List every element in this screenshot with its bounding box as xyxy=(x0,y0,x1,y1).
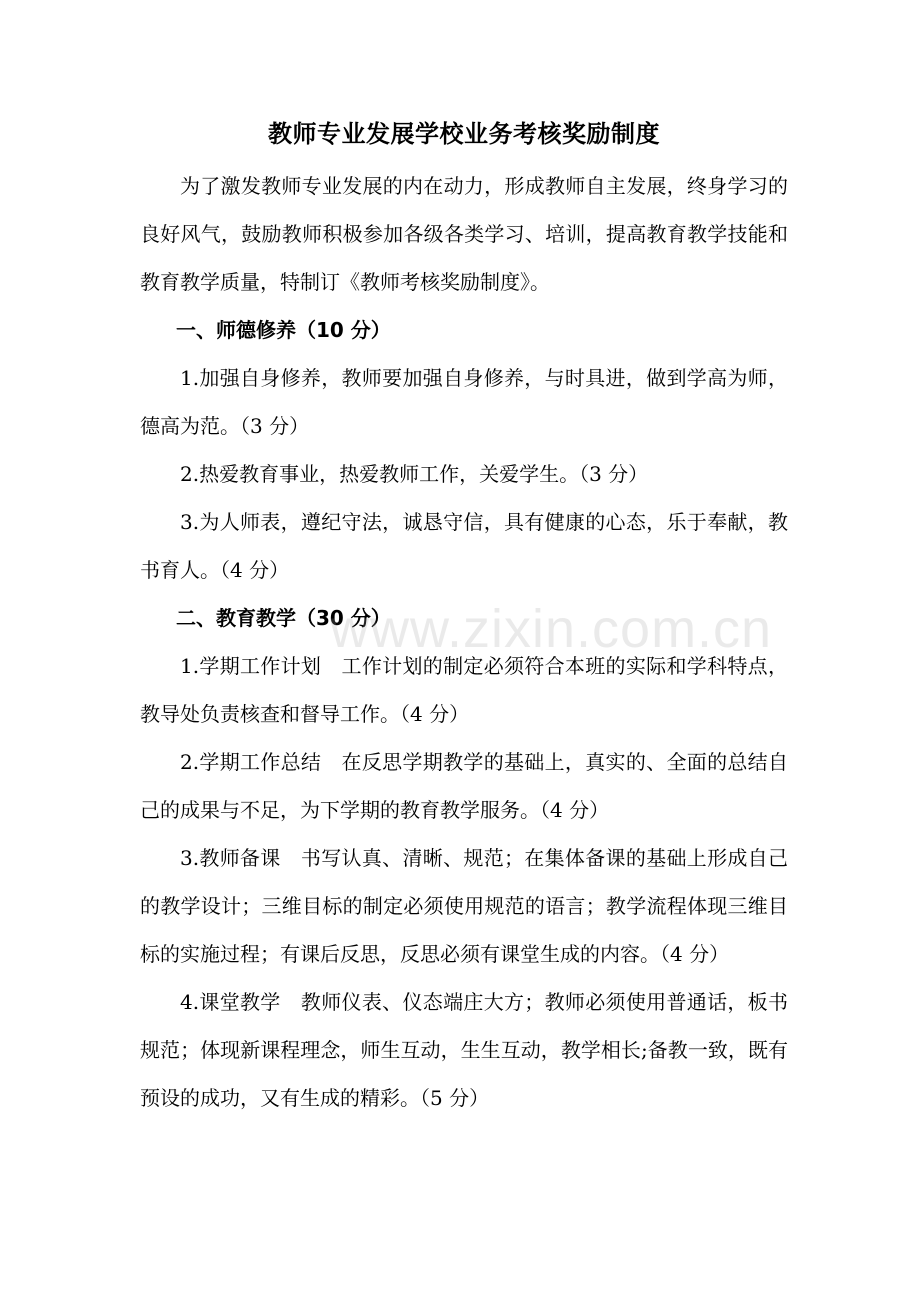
section-1-item-2: 2.热爱教育事业，热爱教师工作，关爱学生。（3 分） xyxy=(180,462,649,486)
section-heading-1: 一、师德修养（10 分） xyxy=(176,318,391,342)
section-1-item-3: 3.为人师表，遵纪守法，诚恳守信，具有健康的心态，乐于奉献，教书育人。（4 分） xyxy=(140,510,788,582)
document-page xyxy=(140,110,788,1122)
section-2-item-4: 4.课堂教学 教师仪表、仪态端庄大方；教师必须使用普通话，板书规范；体现新课程理念，师生互动，生生互动，教学相长;备教一致，既有预设的成功，又有生成的精彩。（5 分） xyxy=(140,990,788,1110)
document-title: 教师专业发展学校业务考核奖励制度 xyxy=(268,120,660,148)
section-2-item-1: 1.学期工作计划 工作计划的制定必须符合本班的实际和学科特点，教导处负责核查和督导工作。（4 分） xyxy=(140,654,788,726)
section-2-item-2: 2.学期工作总结 在反思学期教学的基础上，真实的、全面的总结自己的成果与不足，为下学期的教育教学服务。（4 分） xyxy=(140,750,788,822)
watermark: www.zixin.com.cn xyxy=(330,599,773,659)
section-1-item-1: 1.加强自身修养，教师要加强自身修养，与时具进，做到学高为师，德高为范。（3 分） xyxy=(140,366,788,438)
section-heading-2: 二、教育教学（30 分） xyxy=(176,606,391,630)
intro-paragraph: 为了激发教师专业发展的内在动力，形成教师自主发展，终身学习的良好风气，鼓励教师积极参加各级各类学习、培训，提高教育教学技能和教育教学质量，特制订《教师考核奖励制度》。 xyxy=(140,174,788,294)
section-2-item-3: 3.教师备课 书写认真、清晰、规范；在集体备课的基础上形成自己的教学设计；三维目标的制定必须使用规范的语言；教学流程体现三维目标的实施过程；有课后反思，反思必须有课堂生成的内容。（4 分） xyxy=(140,846,788,966)
